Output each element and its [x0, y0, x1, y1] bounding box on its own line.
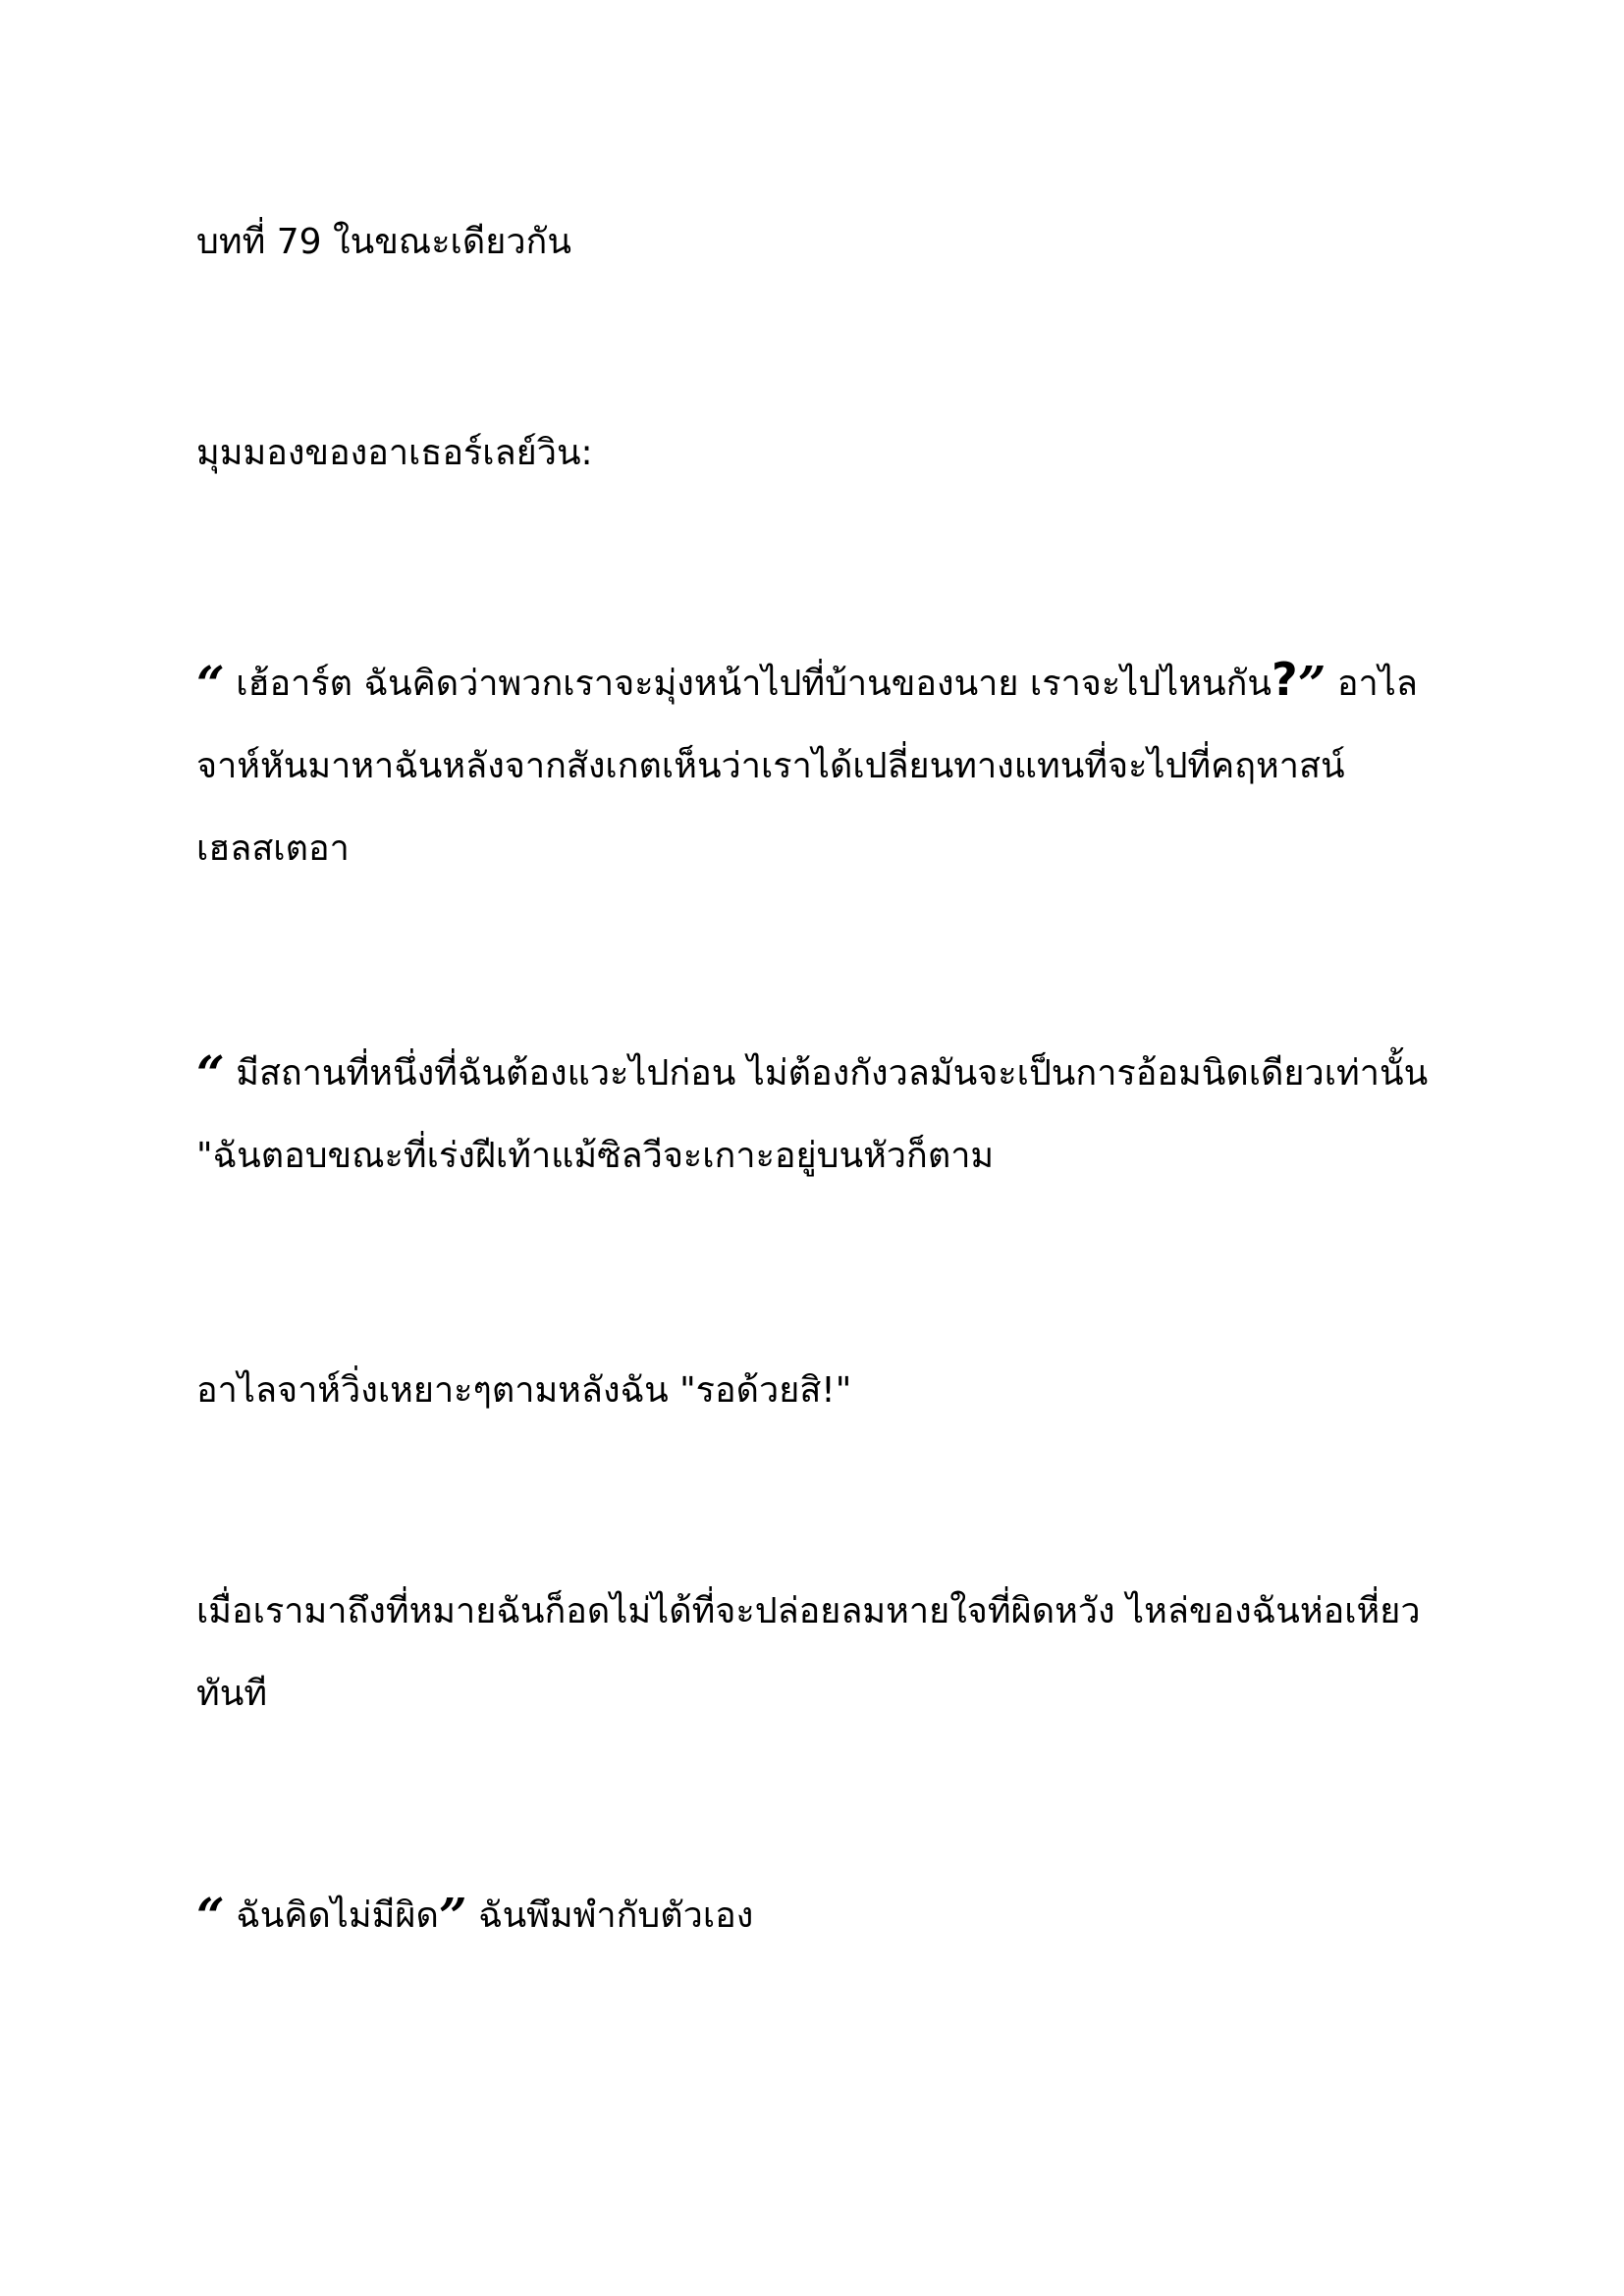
question-mark: ? [1272, 653, 1298, 706]
paragraph-5-quote-text: ฉันคิดไม่มีผิด [224, 1896, 439, 1936]
paragraph-5-line-1 [196, 1875, 1434, 1957]
paragraph-1-line-2: จาห์หันมาหาฉันหลังจากสังเกตเห็นว่าเราได้เปลี่ยนทางแทนที่จะไปที่คฤหาสน์ [196, 746, 1345, 786]
open-quote-mark: “ [196, 655, 225, 713]
pov-heading [196, 412, 1434, 495]
paragraph-1-line-1 [196, 638, 1434, 725]
paragraph-1-line-3: เฮลสเตอา [196, 828, 350, 869]
close-quote-mark: ” [438, 1887, 467, 1945]
paragraph-2-line-1 [196, 1033, 1434, 1115]
paragraph-1-line-1-text: เฮ้อาร์ต ฉันคิดว่าพวกเราจะมุ่งหน้าไปที่บ้านของนาย เราจะไปไหนกัน [224, 664, 1272, 704]
close-quote-mark: ” [1297, 655, 1326, 713]
chapter-heading-text: บทที่ 79 ในขณะเดียวกัน [196, 222, 571, 262]
paragraph-3-line-1: อาไลจาห์วิ่งเหยาะๆตามหลังฉัน "รอด้วยสิ!" [196, 1370, 852, 1411]
chapter-heading [196, 201, 1434, 284]
paragraph-2-line-1-text: มีสถานที่หนึ่งที่ฉันต้องแวะไปก่อน ไม่ต้องกังวลมันจะเป็นการอ้อมนิดเดียวเท่านั้น [224, 1053, 1429, 1094]
paragraph-2 [196, 1033, 1434, 1198]
paragraph-4 [196, 1571, 1434, 1735]
paragraph-2-line-2: "ฉันตอบขณะที่เร่งฝีเท้าแม้ซิลวีจะเกาะอยู่บนหัวก็ตาม [196, 1136, 995, 1176]
pov-heading-text: มุมมองของอาเธอร์เลย์วิน: [196, 433, 593, 473]
open-quote-mark: “ [196, 1887, 225, 1945]
open-quote-mark: “ [196, 1044, 225, 1102]
paragraph-5 [196, 1875, 1434, 1957]
paragraph-1 [196, 638, 1434, 890]
paragraph-4-line-1: เมื่อเรามาถึงที่หมายฉันก็อดไม่ได้ที่จะปล่อยลมหายใจที่ผิดหวัง ไหล่ของฉันห่อเหี่ยว [196, 1591, 1421, 1631]
paragraph-5-after-quote: ฉันพึมพำกับตัวเอง [466, 1896, 754, 1936]
paragraph-4-line-2: ทันที [196, 1674, 268, 1714]
paragraph-3 [196, 1350, 1434, 1432]
paragraph-1-after-quote: อาไล [1326, 664, 1418, 704]
